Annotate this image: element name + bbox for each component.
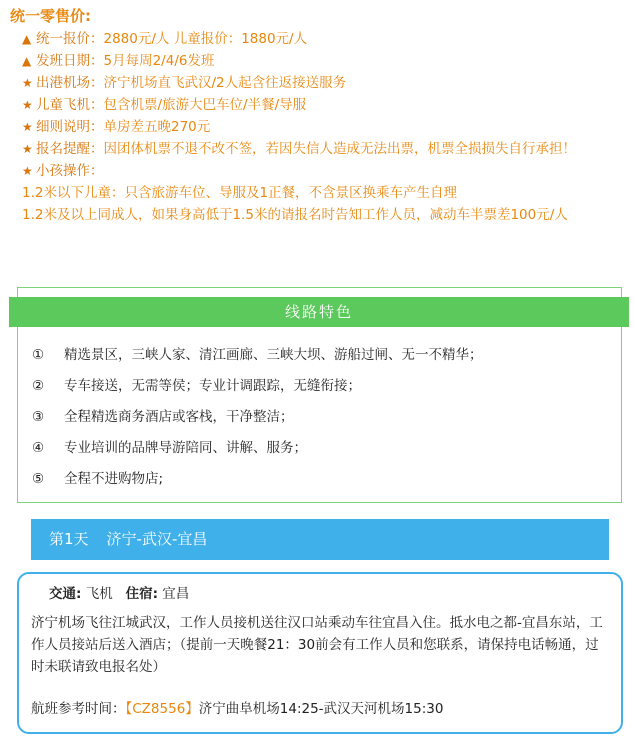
day-1-details [17,572,623,734]
star-icon: ★ [22,98,33,112]
info-line-reminder: ★ 报名提醒：因团体机票不退不改不签，若因失信人造成无法出票，机票全损损失自行承担！ [22,138,630,160]
day-description: 济宁机场飞往江城武汉，工作人员接机送往汉口站乘动车往宜昌入住。抵水电之都-宜昌东站，工作人员接站后送入酒店；（提前一天晚餐21：30前会有工作人员和您联系，请保持电话畅通，过时未联请致电报名处） [31,615,603,675]
feature-item: ③ 全程精选商务酒店或客栈，干净整洁； [32,409,294,425]
star-icon: ★ [22,142,33,156]
features-heading: 线路特色 [9,297,629,327]
pricing-info [22,28,630,226]
info-line-airport: ★ 出港机场：济宁机场直飞武汉/2人起含往返接送服务 [22,72,630,94]
triangle-icon: ▲ [22,32,32,46]
day-route: 济宁-武汉-宜昌 [106,530,208,548]
transport-lodging: 交通: 飞机 住宿: 宜昌 [49,586,190,602]
flight-code: 【CZ8556】 [125,701,199,717]
star-icon: ★ [22,164,33,178]
features-list [32,340,612,495]
retail-price-title: 统一零售价: [10,7,91,25]
day-1-header [31,519,609,560]
star-icon: ★ [22,76,33,90]
child-rule-over-1-2m: 1.2米及以上同成人，如果身高低于1.5米的请报名时告知工作人员，减动车半票差100元/人 [22,207,568,223]
info-line-price: ▲ 统一报价：2880元/人 儿童报价：1880元/人 [22,28,630,50]
feature-item: ① 精选景区，三峡人家、清江画廊、三峡大坝、游船过闸、无一不精华； [32,347,483,363]
info-line-dates: ▲ 发班日期：5月每周2/4/6发班 [22,50,630,72]
day-label: 第1天 [49,530,89,548]
child-rule-under-1-2m: 1.2米以下儿童：只含旅游车位、导服及1正餐，不含景区换乘车产生自理 [22,185,458,201]
feature-item: ② 专车接送，无需等侯；专业计调跟踪，无缝衔接； [32,378,361,394]
flight-reference: 航班参考时间：【CZ8556】济宁曲阜机场14:25-武汉天河机场15:30 [31,701,444,717]
feature-item: ④ 专业培训的品牌导游陪同、讲解、服务； [32,440,307,456]
feature-item: ⑤ 全程不进购物店; [32,471,164,487]
star-icon: ★ [22,120,33,134]
triangle-icon: ▲ [22,54,32,68]
info-line-children: ★ 小孩操作： [22,160,630,182]
info-line-details: ★ 细则说明：单房差五晚270元 [22,116,630,138]
info-line-child-flight: ★ 儿童飞机：包含机票/旅游大巴车位/半餐/导服 [22,94,630,116]
